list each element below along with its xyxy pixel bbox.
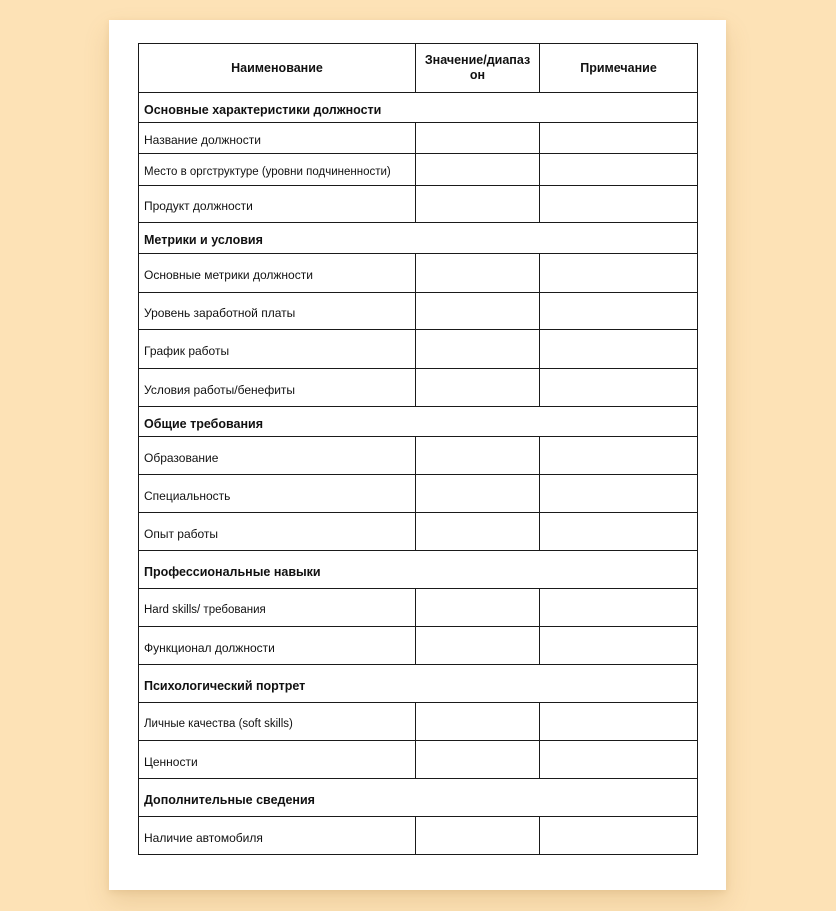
row-label: Hard skills/ требования bbox=[139, 589, 416, 627]
row-label: Личные качества (soft skills) bbox=[139, 703, 416, 741]
table-row bbox=[139, 627, 698, 665]
document-page bbox=[109, 20, 726, 890]
note-cell[interactable] bbox=[540, 154, 698, 186]
table-row bbox=[139, 154, 698, 186]
table-row bbox=[139, 475, 698, 513]
note-cell[interactable] bbox=[540, 817, 698, 855]
header-note: Примечание bbox=[540, 44, 698, 93]
value-cell[interactable] bbox=[416, 437, 540, 475]
table-row bbox=[139, 513, 698, 551]
table-row bbox=[139, 437, 698, 475]
table-row bbox=[139, 330, 698, 369]
row-label: График работы bbox=[139, 330, 416, 369]
value-cell[interactable] bbox=[416, 817, 540, 855]
note-cell[interactable] bbox=[540, 589, 698, 627]
row-label: Основные метрики должности bbox=[139, 254, 416, 293]
note-cell[interactable] bbox=[540, 475, 698, 513]
table-row bbox=[139, 254, 698, 293]
section-row bbox=[139, 407, 698, 437]
row-label: Продукт должности bbox=[139, 186, 416, 223]
note-cell[interactable] bbox=[540, 254, 698, 293]
job-profile-table bbox=[138, 43, 698, 855]
note-cell[interactable] bbox=[540, 186, 698, 223]
table-row bbox=[139, 741, 698, 779]
value-cell[interactable] bbox=[416, 369, 540, 407]
value-cell[interactable] bbox=[416, 254, 540, 293]
section-title: Основные характеристики должности bbox=[139, 93, 698, 123]
row-label: Место в оргструктуре (уровни подчиненности) bbox=[139, 154, 416, 186]
row-label: Специальность bbox=[139, 475, 416, 513]
row-label: Наличие автомобиля bbox=[139, 817, 416, 855]
row-label: Название должности bbox=[139, 123, 416, 154]
note-cell[interactable] bbox=[540, 703, 698, 741]
section-title: Профессиональные навыки bbox=[139, 551, 698, 589]
row-label: Уровень заработной платы bbox=[139, 293, 416, 330]
note-cell[interactable] bbox=[540, 369, 698, 407]
value-cell[interactable] bbox=[416, 123, 540, 154]
value-cell[interactable] bbox=[416, 589, 540, 627]
table-row bbox=[139, 703, 698, 741]
section-row bbox=[139, 223, 698, 254]
value-cell[interactable] bbox=[416, 330, 540, 369]
table-header-row bbox=[139, 44, 698, 93]
value-cell[interactable] bbox=[416, 703, 540, 741]
row-label: Образование bbox=[139, 437, 416, 475]
note-cell[interactable] bbox=[540, 330, 698, 369]
section-title: Общие требования bbox=[139, 407, 698, 437]
table-row bbox=[139, 123, 698, 154]
table-row bbox=[139, 817, 698, 855]
row-label: Опыт работы bbox=[139, 513, 416, 551]
table-row bbox=[139, 186, 698, 223]
value-cell[interactable] bbox=[416, 154, 540, 186]
header-value: Значение/диапазон bbox=[416, 44, 540, 93]
section-row bbox=[139, 93, 698, 123]
note-cell[interactable] bbox=[540, 741, 698, 779]
note-cell[interactable] bbox=[540, 437, 698, 475]
value-cell[interactable] bbox=[416, 293, 540, 330]
section-title: Дополнительные сведения bbox=[139, 779, 698, 817]
section-row bbox=[139, 551, 698, 589]
row-label: Функционал должности bbox=[139, 627, 416, 665]
note-cell[interactable] bbox=[540, 123, 698, 154]
table-row bbox=[139, 589, 698, 627]
value-cell[interactable] bbox=[416, 627, 540, 665]
note-cell[interactable] bbox=[540, 513, 698, 551]
section-title: Психологический портрет bbox=[139, 665, 698, 703]
note-cell[interactable] bbox=[540, 627, 698, 665]
table-row bbox=[139, 293, 698, 330]
section-row bbox=[139, 665, 698, 703]
section-title: Метрики и условия bbox=[139, 223, 698, 254]
row-label: Условия работы/бенефиты bbox=[139, 369, 416, 407]
value-cell[interactable] bbox=[416, 741, 540, 779]
value-cell[interactable] bbox=[416, 186, 540, 223]
section-row bbox=[139, 779, 698, 817]
table-row bbox=[139, 369, 698, 407]
header-name: Наименование bbox=[139, 44, 416, 93]
note-cell[interactable] bbox=[540, 293, 698, 330]
row-label: Ценности bbox=[139, 741, 416, 779]
value-cell[interactable] bbox=[416, 513, 540, 551]
value-cell[interactable] bbox=[416, 475, 540, 513]
